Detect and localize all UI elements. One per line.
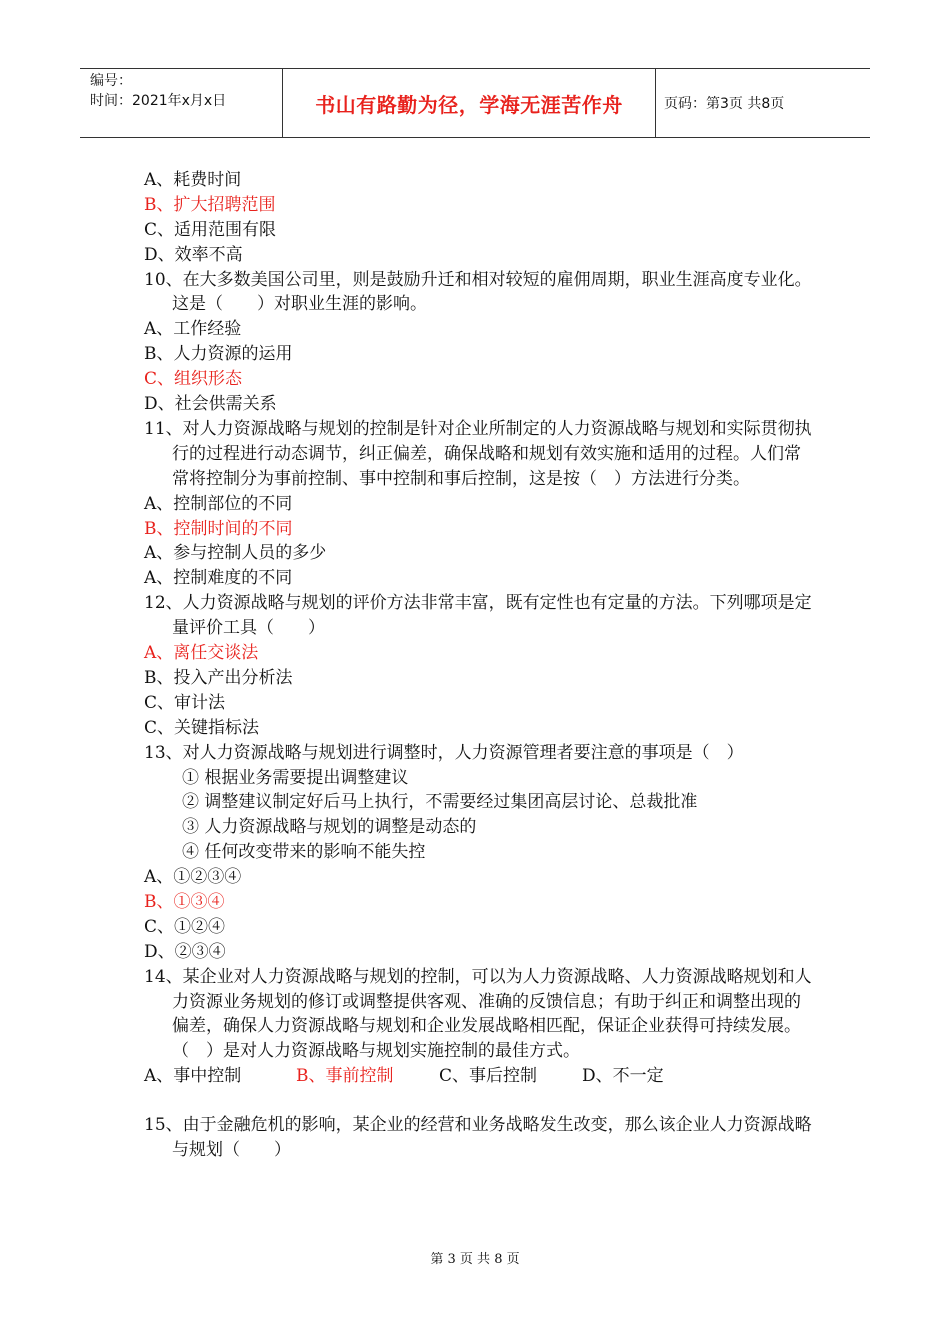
option-line: D、②③④ [144, 941, 226, 962]
sub-item: ④ 任何改变带来的影响不能失控 [182, 842, 426, 863]
sub-item: ② 调整建议制定好后马上执行，不需要经过集团高层讨论、总裁批准 [182, 792, 698, 813]
sub-item: ③ 人力资源战略与规划的调整是动态的 [182, 817, 477, 838]
question-10: 10、在大多数美国公司里，则是鼓励升迁和相对较短的雇佣周期，职业生涯高度专业化。这是（ ）对职业生涯的影响。 [144, 269, 812, 315]
question-11: 11、对人力资源战略与规划的控制是针对企业所制定的人力资源战略与规划和实际贯彻执行的过程进行动态调节，纠正偏差，确保战略和规划有效实施和适用的过程。人们常常将控制分为事前控制、事中控制和事后控制，这是按（ ）方法进行分类。 [144, 418, 812, 489]
question-15: 15、由于金融危机的影响，某企业的经营和业务战略发生改变，那么该企业人力资源战略与规划（ ） [144, 1115, 812, 1161]
spacer [144, 1089, 814, 1113]
option-line: C、审计法 [144, 692, 226, 713]
option-line: D、社会供需关系 [144, 394, 277, 415]
option-line: B、投入产出分析法 [144, 667, 293, 688]
header-motto-cell [283, 69, 656, 137]
option-line: B、人力资源的运用 [144, 344, 293, 365]
option-inline: C、事后控制 [439, 1066, 538, 1087]
question-14: 14、某企业对人力资源战略与规划的控制，可以为人力资源战略、人力资源战略规划和人力资源业务规划的修订或调整提供客观、准确的反馈信息；有助于纠正和调整出现的偏差，确保人力资源战略与规划和企业发展战略相匹配，保证企业获得可持续发展。（ ）是对人力资源战略与规划实施控制的最佳方式。 [144, 966, 812, 1062]
question-12: 12、人力资源战略与规划的评价方法非常丰富，既有定性也有定量的方法。下列哪项是定量评价工具（ ） [144, 593, 812, 639]
doc-number-label: 编号： [90, 73, 132, 89]
option-line: C、关键指标法 [144, 717, 260, 738]
answer-option-line: B、控制时间的不同 [144, 518, 293, 539]
option-line: A、控制难度的不同 [144, 568, 293, 589]
option-line: D、效率不高 [144, 244, 243, 265]
option-line: A、①②③④ [144, 867, 242, 888]
document-body [144, 168, 814, 1163]
answer-option-line: B、扩大招聘范围 [144, 194, 276, 215]
header-motto: 书山有路勤为径，学海无涯苦作舟 [315, 92, 623, 117]
sub-item: ① 根据业务需要提出调整建议 [182, 767, 409, 788]
option-line: A、参与控制人员的多少 [144, 543, 327, 564]
answer-option-line: A、离任交谈法 [144, 643, 259, 664]
answer-option-line: C、组织形态 [144, 369, 243, 390]
header-meta [80, 69, 283, 137]
question-14-options [144, 1064, 814, 1089]
option-line: C、适用范围有限 [144, 219, 277, 240]
page-header [80, 68, 870, 138]
answer-option-line: B、①③④ [144, 891, 225, 912]
option-line: A、耗费时间 [144, 170, 242, 190]
page-footer: 第 3 页 共 8 页 [430, 1252, 520, 1267]
option-line: A、工作经验 [144, 319, 242, 340]
doc-time-label: 时间：2021年x月x日 [90, 93, 227, 109]
option-line: C、①②④ [144, 916, 226, 937]
question-13: 13、对人力资源战略与规划进行调整时，人力资源管理者要注意的事项是（ ） [144, 742, 744, 763]
option-line: A、控制部位的不同 [144, 493, 293, 514]
option-inline: A、事中控制 [144, 1066, 242, 1087]
header-page-info: 页码：第3页 共8页 [664, 96, 785, 112]
answer-option-inline: B、事前控制 [296, 1066, 394, 1087]
option-inline: D、不一定 [582, 1066, 664, 1087]
